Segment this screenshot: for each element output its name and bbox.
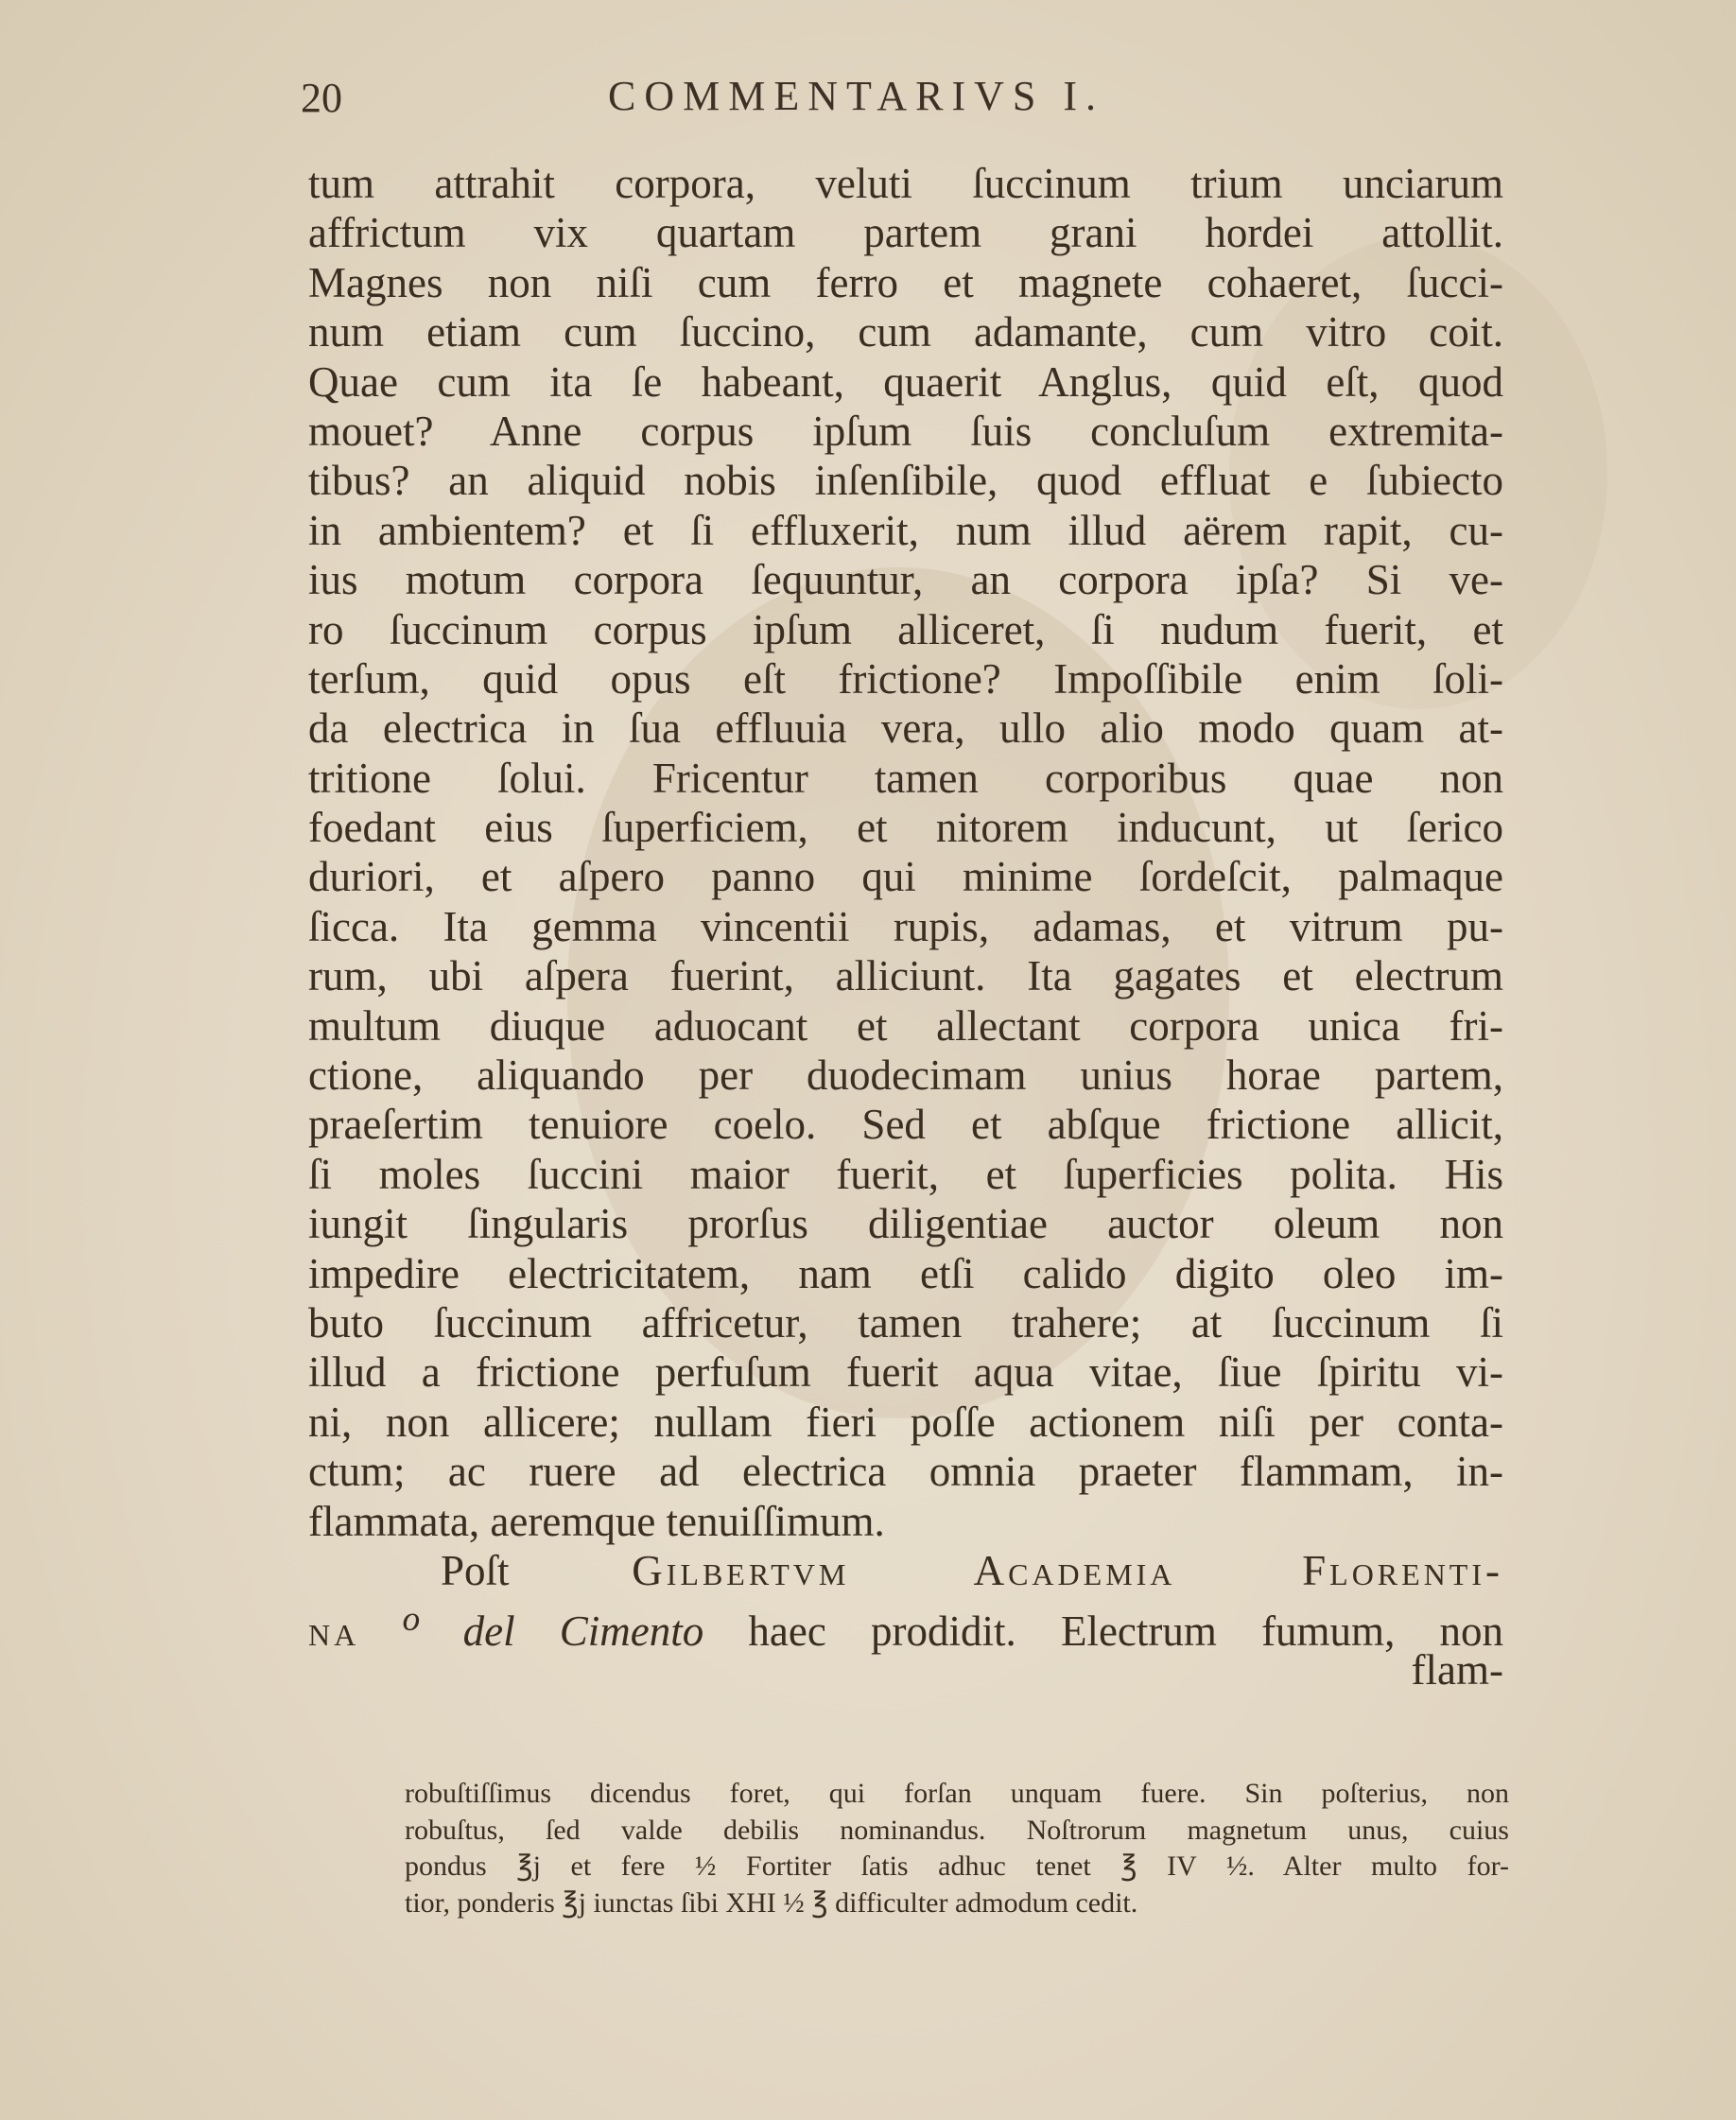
text-line: buto ſuccinum affricetur, tamen trahere; at ſuccinum ſi [308, 1298, 1503, 1347]
text-line: da electrica in ſua effluuia vera, ullo alio modo quam at- [308, 704, 1503, 753]
text-line: ctione, aliquando per duodecimam unius horae partem, [308, 1051, 1503, 1100]
text-line: terſum, quid opus eſt frictione? Impoſſibile enim ſoli- [308, 654, 1503, 703]
text-line: iungit ſingularis prorſus diligentiae auctor oleum non [308, 1200, 1503, 1248]
text-line: impedire electricitatem, nam etſi calido digito oleo im- [308, 1249, 1503, 1297]
running-head: COMMENTARIVS I. [608, 73, 1105, 119]
text-line: Magnes non niſi cum ferro et magnete cohaeret, ſucci- [308, 258, 1503, 306]
gilbert-prefix: Poſt [441, 1546, 633, 1594]
text-line: rum, ubi aſpera fuerint, alliciunt. Ita gagates et electrum [308, 952, 1503, 1000]
text-line: foedant eius ſuperficiem, et nitorem inducunt, ut ſerico [308, 804, 1503, 852]
text-line: praeſertim tenuiore coelo. Sed et abſque frictione allicit, [308, 1101, 1503, 1149]
text-line: tritione ſolui. Fricentur tamen corporibus quae non [308, 754, 1503, 802]
text-line: ctum; ac ruere ad electrica omnia praeter flammam, in- [308, 1448, 1503, 1496]
gilbert-line [308, 1546, 1503, 1595]
gilbert-smallcaps: Gilbertvm Academia Florenti- [632, 1546, 1503, 1594]
accademia-line [308, 1595, 1503, 1656]
accademia-smallcaps: na [308, 1607, 360, 1656]
accademia-rest: haec prodidit. Electrum fumum, non [703, 1607, 1503, 1656]
catchword: flam- [1411, 1645, 1503, 1694]
text-line: Quae cum ita ſe habeant, quaerit Anglus, quid eſt, quod [308, 357, 1503, 406]
footnote-line: pondus ℥j et fere ½ Fortiter ſatis adhuc tenet ℥ IV ½. Alter multo for- [405, 1851, 1509, 1882]
text-line: tum attrahit corpora, veluti ſuccinum trium unciarum [308, 160, 1503, 207]
text-line: illud a frictione perfuſum fuerit aqua vitae, ſiue ſpiritu vi- [308, 1348, 1503, 1397]
text-line: ſi moles ſuccini maior fuerit, et ſuperficies polita. His [308, 1150, 1503, 1198]
text-line: ſicca. Ita gemma vincentii rupis, adamas, et vitrum pu- [308, 902, 1503, 950]
accademia-italic: del Cimento [462, 1607, 704, 1656]
text-line: duriori, et aſpero panno qui minime ſordeſcit, palmaque [308, 853, 1503, 901]
text-line: multum diuque aduocant et allectant corpora unica fri- [308, 1001, 1503, 1050]
text-line: num etiam cum ſuccino, cum adamante, cum vitro coit. [308, 308, 1503, 356]
text-line: tibus? an aliquid nobis inſenſibile, quod effluat e ſubiecto [308, 457, 1503, 505]
page-number: 20 [301, 75, 342, 121]
text-line: ni, non allicere; nullam fieri poſſe actionem niſi per conta- [308, 1398, 1503, 1446]
footnote-line: robuſtus, ſed valde debilis nominandus. Noſtrorum magnetum unus, cuius [405, 1814, 1509, 1846]
text-line: flammata, aeremque tenuiſſimum. [308, 1497, 885, 1545]
page-header [301, 68, 1511, 134]
text-line: in ambientem? et ſi effluxerit, num illud aërem rapit, cu- [308, 506, 1503, 554]
text-line: mouet? Anne corpus ipſum ſuis concluſum extremita- [308, 407, 1503, 455]
footnote-line: robuſtiſſimus dicendus foret, qui forſan unquam fuere. Sin poſterius, non [405, 1778, 1509, 1809]
footnote-mark: o [359, 1600, 463, 1640]
text-line: affrictum vix quartam partem grani hordei attollit. [308, 209, 1503, 257]
footnote-line: tior, ponderis ℥j iunctas ſibi XHI ½ ℥ difficulter admodum cedit. [405, 1886, 1138, 1919]
footnote [405, 1776, 1509, 1921]
text-line: ro ſuccinum corpus ipſum alliceret, ſi nudum fuerit, et [308, 605, 1503, 653]
main-text [308, 159, 1503, 1694]
text-line: ius motum corpora ſequuntur, an corpora ipſa? Si ve- [308, 556, 1503, 604]
